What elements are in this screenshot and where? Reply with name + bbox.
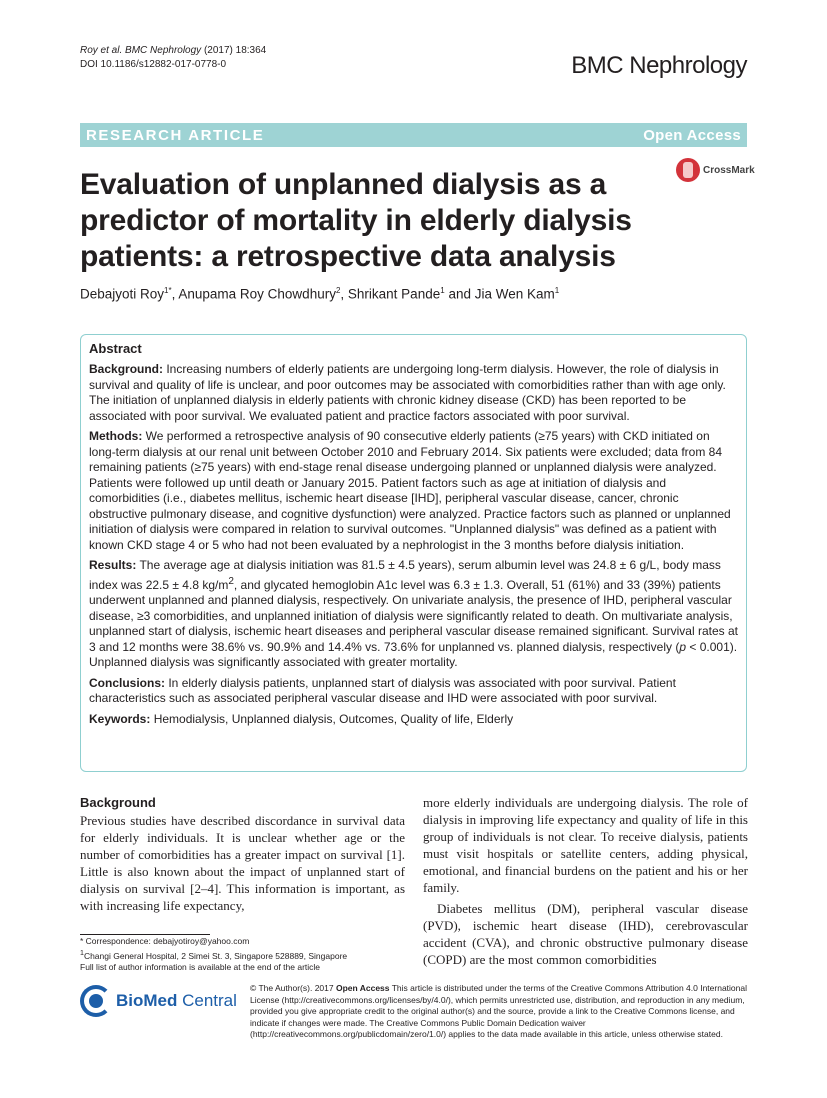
license-open-access: Open Access bbox=[335, 983, 390, 993]
abstract-heading: Abstract bbox=[89, 341, 142, 356]
author-info-note: Full list of author information is available at the end of the article bbox=[80, 961, 321, 972]
crossmark-icon bbox=[676, 158, 700, 182]
author-affiliation-mark: 2 bbox=[335, 286, 341, 295]
abstract-label: Keywords: bbox=[89, 711, 151, 726]
author-name[interactable]: and Jia Wen Kam bbox=[444, 286, 555, 302]
license-text: This article is distributed under the terms of the Creative Commons Attribution 4.0 International License (http://creativecommons.org/licenses/by/4.0/), which permits unrestricted use, distribution, and reproduction in any medium, provided you give appropriate credit to the original author(s) and the source, provide a link to the Creative Commons license, and indicate if changes were made. The Creative Commons Public Domain Dedication waiver (http://creativecommons.org/publicdomain/zero/1.0/) applies to the data made available in this article, unless otherwise stated. bbox=[250, 983, 748, 1040]
abstract-label: Background: bbox=[89, 362, 164, 376]
affiliation-text: Changi General Hospital, 2 Simei St. 3, Singapore 528889, Singapore bbox=[83, 950, 348, 961]
author-affiliation-mark: 1 bbox=[440, 286, 445, 295]
abstract-label: Conclusions: bbox=[89, 675, 166, 690]
superscript: 2 bbox=[228, 575, 234, 587]
open-access-label: Open Access bbox=[643, 126, 741, 144]
author-name[interactable]: Debajyoti Roy bbox=[80, 286, 165, 302]
journal-name: BMC Nephrology bbox=[571, 52, 747, 79]
abstract-text: Increasing numbers of elderly patients are undergoing long-term dialysis. However, the role of dialysis in survival and quality of life is unclear, and poor outcomes may be associated with comorbidities rather than with age only. The initiation of unplanned dialysis in elderly patients with chronic kidney disease (CKD) has been reported to be associated with poor survival. We evaluated patient and practice factors associated with poor survival. bbox=[89, 362, 726, 423]
crossmark-badge[interactable] bbox=[676, 158, 755, 182]
author-name[interactable]: , Shrikant Pande bbox=[340, 286, 441, 302]
abstract-conclusions bbox=[89, 676, 738, 707]
article-type-banner bbox=[80, 123, 747, 147]
author-list bbox=[80, 286, 559, 302]
abstract-text: We performed a retrospective analysis of 90 consecutive elderly patients (≥75 years) with CKD initiated on long-term dialysis at our renal unit between October 2010 and February 2014. Six patients were excluded; data from 84 remaining patients (≥75 years) with end-stage renal disease undergoing planned or unplanned dialysis were analyzed. Patients were followed up until death or January 2015. Patient factors such as age at initiation of dialysis and comorbidities (i.e., diabetes mellitus, ischemic heart disease [IHD], peripheral vascular disease, cancer, chronic obstructive pulmonary disease, and cognitive dysfunction) were analyzed. Practice factors such as planned or unplanned initiation of dialysis were compared in relation to survival outcomes. "Unplanned dialysis" was defined as a patient with known CKD stage 4 or 5 who had not been evaluated by a nephrologist in the 3 months before dialysis initiation. bbox=[89, 429, 731, 552]
body-paragraph: Previous studies have described discordance in survival data for elderly individuals. It is unclear whether age or the number of comorbidities has a greater impact on survival [1]. Little is also known about the impact of unplanned start of dialysis on survival [2–4]. This information is important, as with increasing life expectancy, bbox=[80, 813, 405, 913]
correspondence[interactable]: * Correspondence: debajyotiroy@yahoo.com bbox=[80, 936, 250, 946]
abstract-text: In elderly dialysis patients, unplanned start of dialysis was associated with poor survival. Patient characteristics such as associated peripheral vascular disease and IHD were associated with poor survival. bbox=[89, 675, 676, 705]
affiliation bbox=[80, 948, 347, 962]
abstract-results bbox=[89, 558, 738, 671]
doi: DOI 10.1186/s12882-017-0778-0 bbox=[80, 59, 227, 70]
abstract-text: < 0.001). Unplanned dialysis was significantly associated with greater mortality. bbox=[89, 639, 738, 669]
body-column-left bbox=[80, 794, 405, 918]
article-title: Evaluation of unplanned dialysis as a predictor of mortality in elderly dialysis patients: a retrospective data analysis bbox=[80, 168, 632, 273]
footnotes bbox=[80, 936, 347, 973]
citation-header bbox=[80, 44, 266, 72]
body-paragraph: more elderly individuals are undergoing dialysis. The role of dialysis in improving life expectancy and quality of life in this group of individuals is not clear. To receive dialysis, patients must visit hospitals or satellite centers, adding physical, emotional, and financial burdens on the patient and his or her family. bbox=[423, 795, 748, 895]
publisher-name-bold: BioMed bbox=[116, 991, 178, 1010]
article-type-label: RESEARCH ARTICLE bbox=[86, 126, 265, 144]
author-affiliation-mark: 1* bbox=[164, 286, 172, 295]
publisher-name-rest: Central bbox=[177, 991, 237, 1010]
section-heading: Background bbox=[80, 795, 156, 810]
abstract-keywords bbox=[89, 712, 738, 728]
abstract-background bbox=[89, 362, 738, 424]
author-name[interactable]: , Anupama Roy Chowdhury bbox=[171, 286, 336, 302]
citation-volume: (2017) 18:364 bbox=[203, 45, 267, 56]
citation-line bbox=[80, 44, 266, 58]
affiliation-mark: 1 bbox=[80, 948, 84, 957]
footnote-divider bbox=[80, 934, 210, 935]
license-prefix: © The Author(s). 2017 bbox=[250, 983, 336, 993]
abstract-box bbox=[80, 334, 747, 772]
biomed-central-icon bbox=[80, 985, 112, 1017]
publisher-name bbox=[116, 991, 237, 1011]
crossmark-label: CrossMark bbox=[703, 164, 755, 176]
author-affiliation-mark: 1 bbox=[554, 286, 560, 295]
abstract-text: Hemodialysis, Unplanned dialysis, Outcomes, Quality of life, Elderly bbox=[150, 711, 514, 726]
citation-journal: BMC Nephrology bbox=[125, 45, 202, 56]
p-value-symbol: p bbox=[679, 639, 687, 654]
abstract-text: , and glycated hemoglobin A1c level was 6.3 ± 1.3. Overall, 51 (61%) and 33 (39%) patients underwent unplanned and planned dialysis, respectively. On univariate analysis, the presence of IHD, peripheral vascular disease, ≥3 comorbidities, and unplanned initiation of dialysis were significantly related to death. On multivariate analysis, unplanned start of dialysis, ischemic heart diseases and peripheral vascular disease remained significant. Survival rates at 3 and 12 months were 38.6% vs. 90.9% and 14.4% vs. 73.6% for unplanned vs. planned dialysis, respectively ( bbox=[89, 577, 739, 654]
body-column-right bbox=[423, 794, 748, 972]
biomed-central-logo bbox=[80, 985, 237, 1017]
body-paragraph: Diabetes mellitus (DM), peripheral vascular disease (PVD), ischemic heart disease (IHD), cerebrovascular accident (CVA), and chronic obstructive pulmonary disease (COPD) are the most common comorbidities bbox=[423, 901, 748, 967]
abstract-label: Results: bbox=[89, 558, 137, 572]
citation-authors: Roy et al. bbox=[80, 45, 123, 56]
abstract-methods bbox=[89, 429, 738, 553]
abstract-label: Methods: bbox=[89, 429, 143, 443]
abstract-text: The average age at dialysis initiation was 81.5 ± 4.5 years), serum albumin level was 24.8 ± 6 g/L, body mass index was 22.5 ± 4.8 kg/m bbox=[89, 558, 721, 592]
license-statement bbox=[250, 983, 747, 1041]
